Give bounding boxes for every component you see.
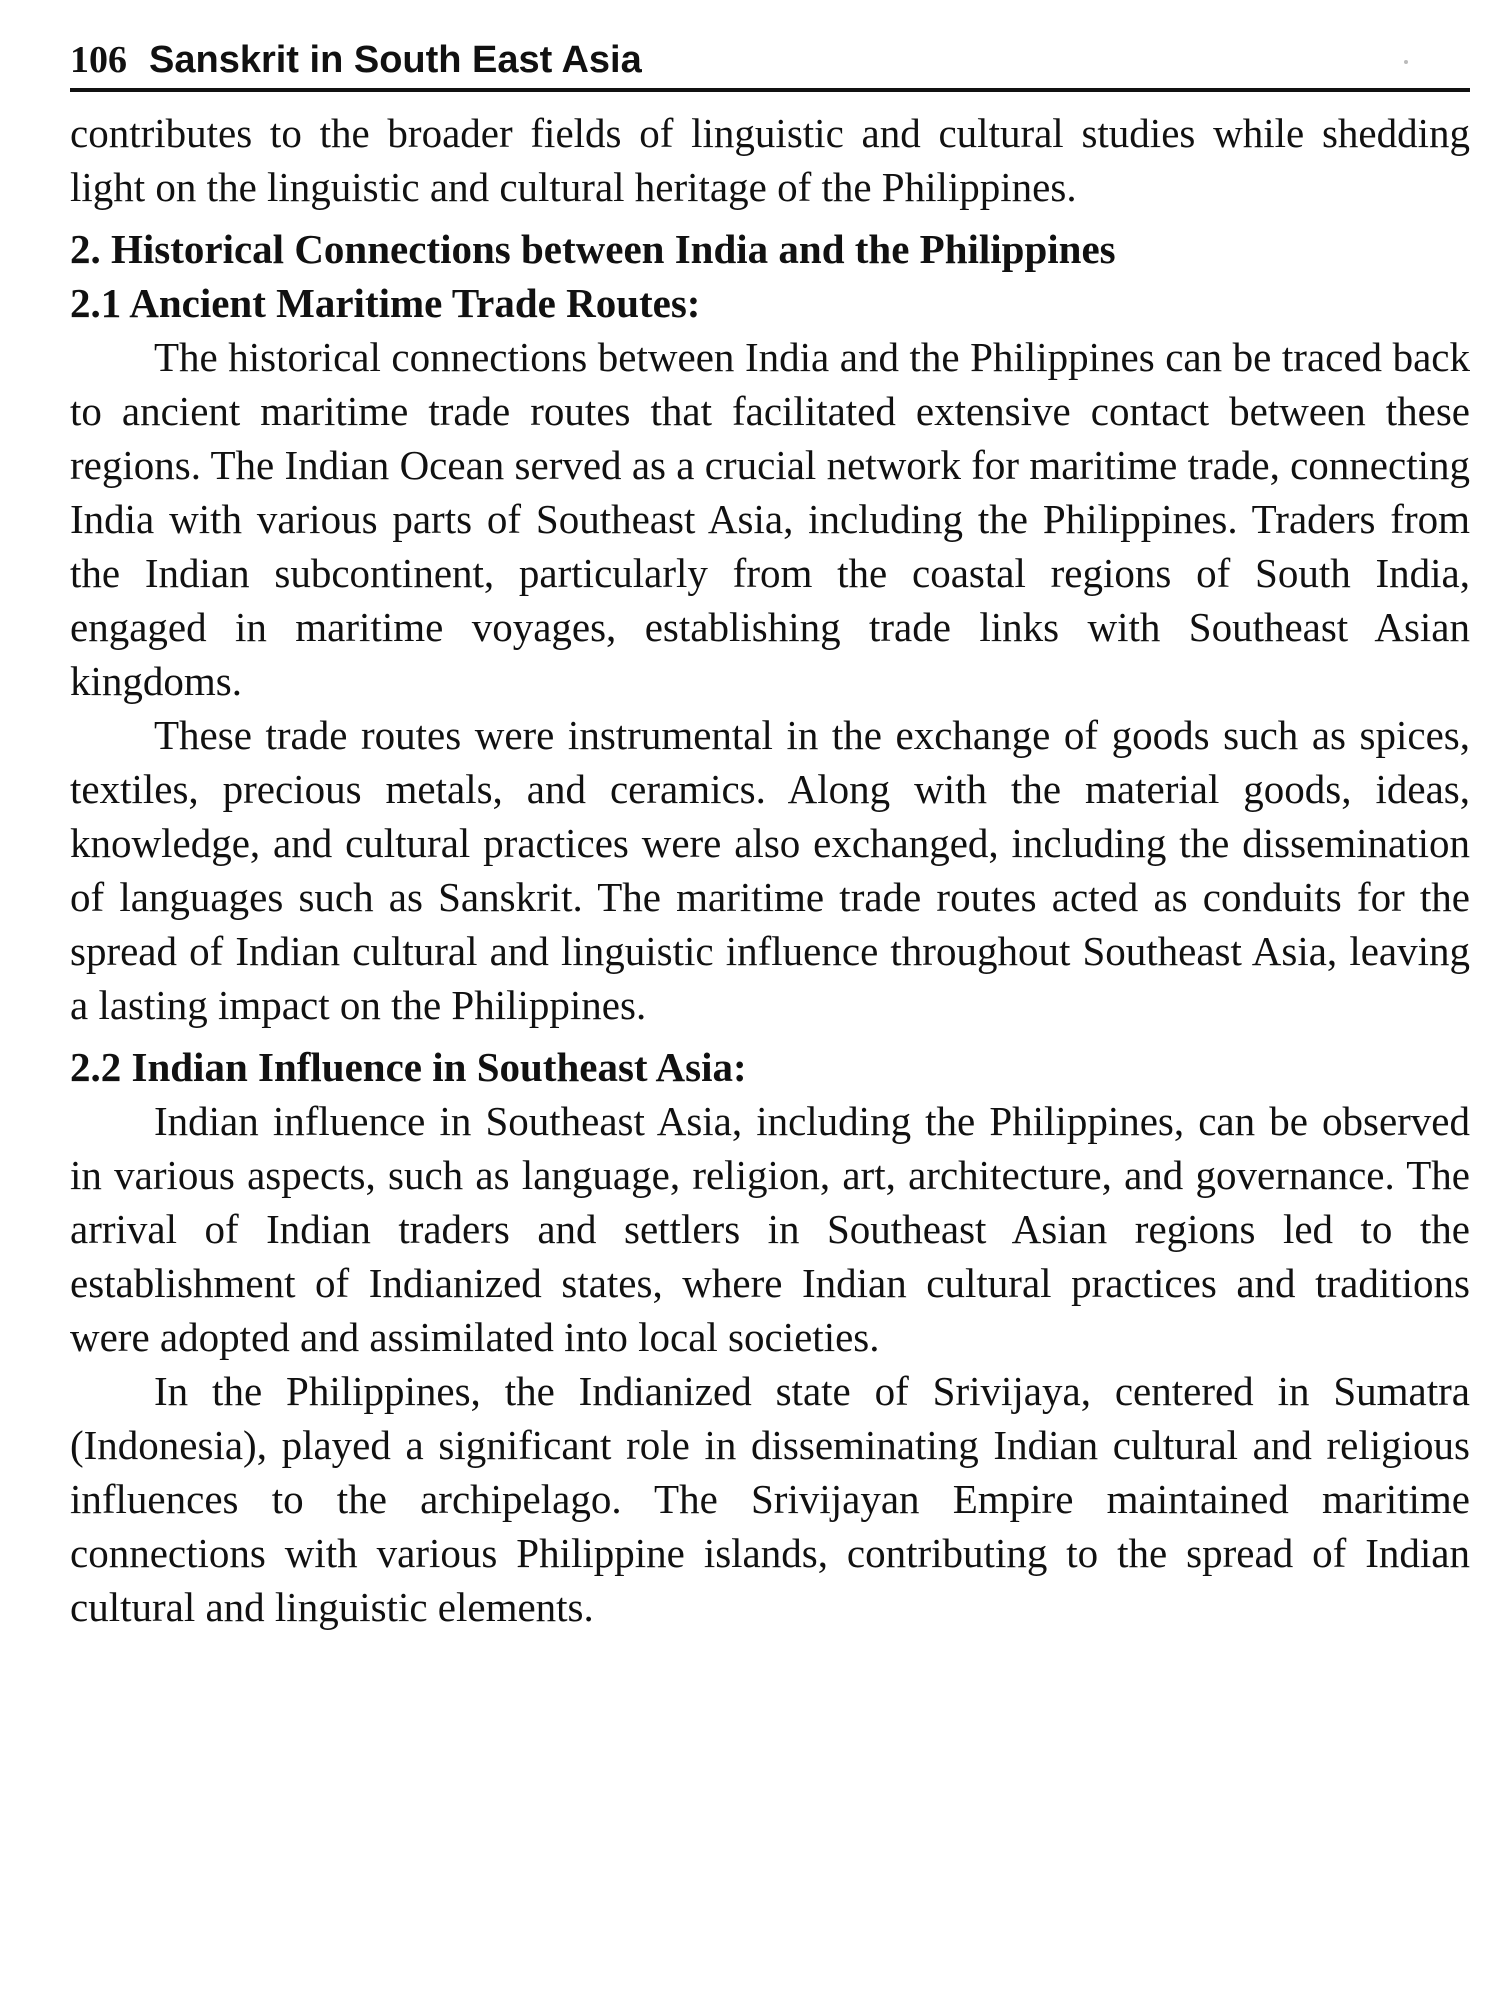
subsection-heading-2-2: 2.2 Indian Influence in Southeast Asia: — [70, 1044, 747, 1090]
running-header — [70, 38, 1470, 92]
paragraph-2-2-b: In the Philippines, the Indianized state of Srivijaya, centered in Sumatra (Indonesia), played a significant role in disseminating Indian cultural and religious influences to the archipelago. The Srivijayan Empire maintained maritime connections with various Philippine islands, contributing to the spread of Indian cultural and linguistic elements. — [70, 1368, 1470, 1630]
section-heading: 2. Historical Connections between India and the Philippines — [70, 226, 1116, 272]
intro-paragraph: contributes to the broader fields of linguistic and cultural studies while shedding light on the linguistic and cultural heritage of the Philippines. — [70, 110, 1470, 210]
running-title: Sanskrit in South East Asia — [149, 39, 642, 81]
paragraph-2-1-b: These trade routes were instrumental in the exchange of goods such as spices, textiles, precious metals, and ceramics. Along with the material goods, ideas, knowledge, and cultural practices were also exchanged, including the dissemination of languages such as Sanskrit. The maritime trade routes acted as conduits for the spread of Indian cultural and linguistic influence throughout Southeast Asia, leaving a lasting impact on the Philippines. — [70, 712, 1470, 1028]
paragraph-2-1-a: The historical connections between India and the Philippines can be traced back to ancient maritime trade routes that facilitated extensive contact between these regions. The Indian Ocean served as a crucial network for maritime trade, connecting India with various parts of Southeast Asia, including the Philippines. Traders from the Indian subcontinent, particularly from the coastal regions of South India, engaged in maritime voyages, establishing trade links with Southeast Asian kingdoms. — [70, 334, 1470, 704]
subsection-heading-2-1: 2.1 Ancient Maritime Trade Routes: — [70, 280, 701, 326]
page-number: 106 — [70, 39, 127, 81]
paragraph-2-2-a: Indian influence in Southeast Asia, including the Philippines, can be observed in various aspects, such as language, religion, art, architecture, and governance. The arrival of Indian traders and settlers in Southeast Asian regions led to the establishment of Indianized states, where Indian cultural practices and traditions were adopted and assimilated into local societies. — [70, 1098, 1470, 1360]
book-page — [70, 38, 1470, 1634]
